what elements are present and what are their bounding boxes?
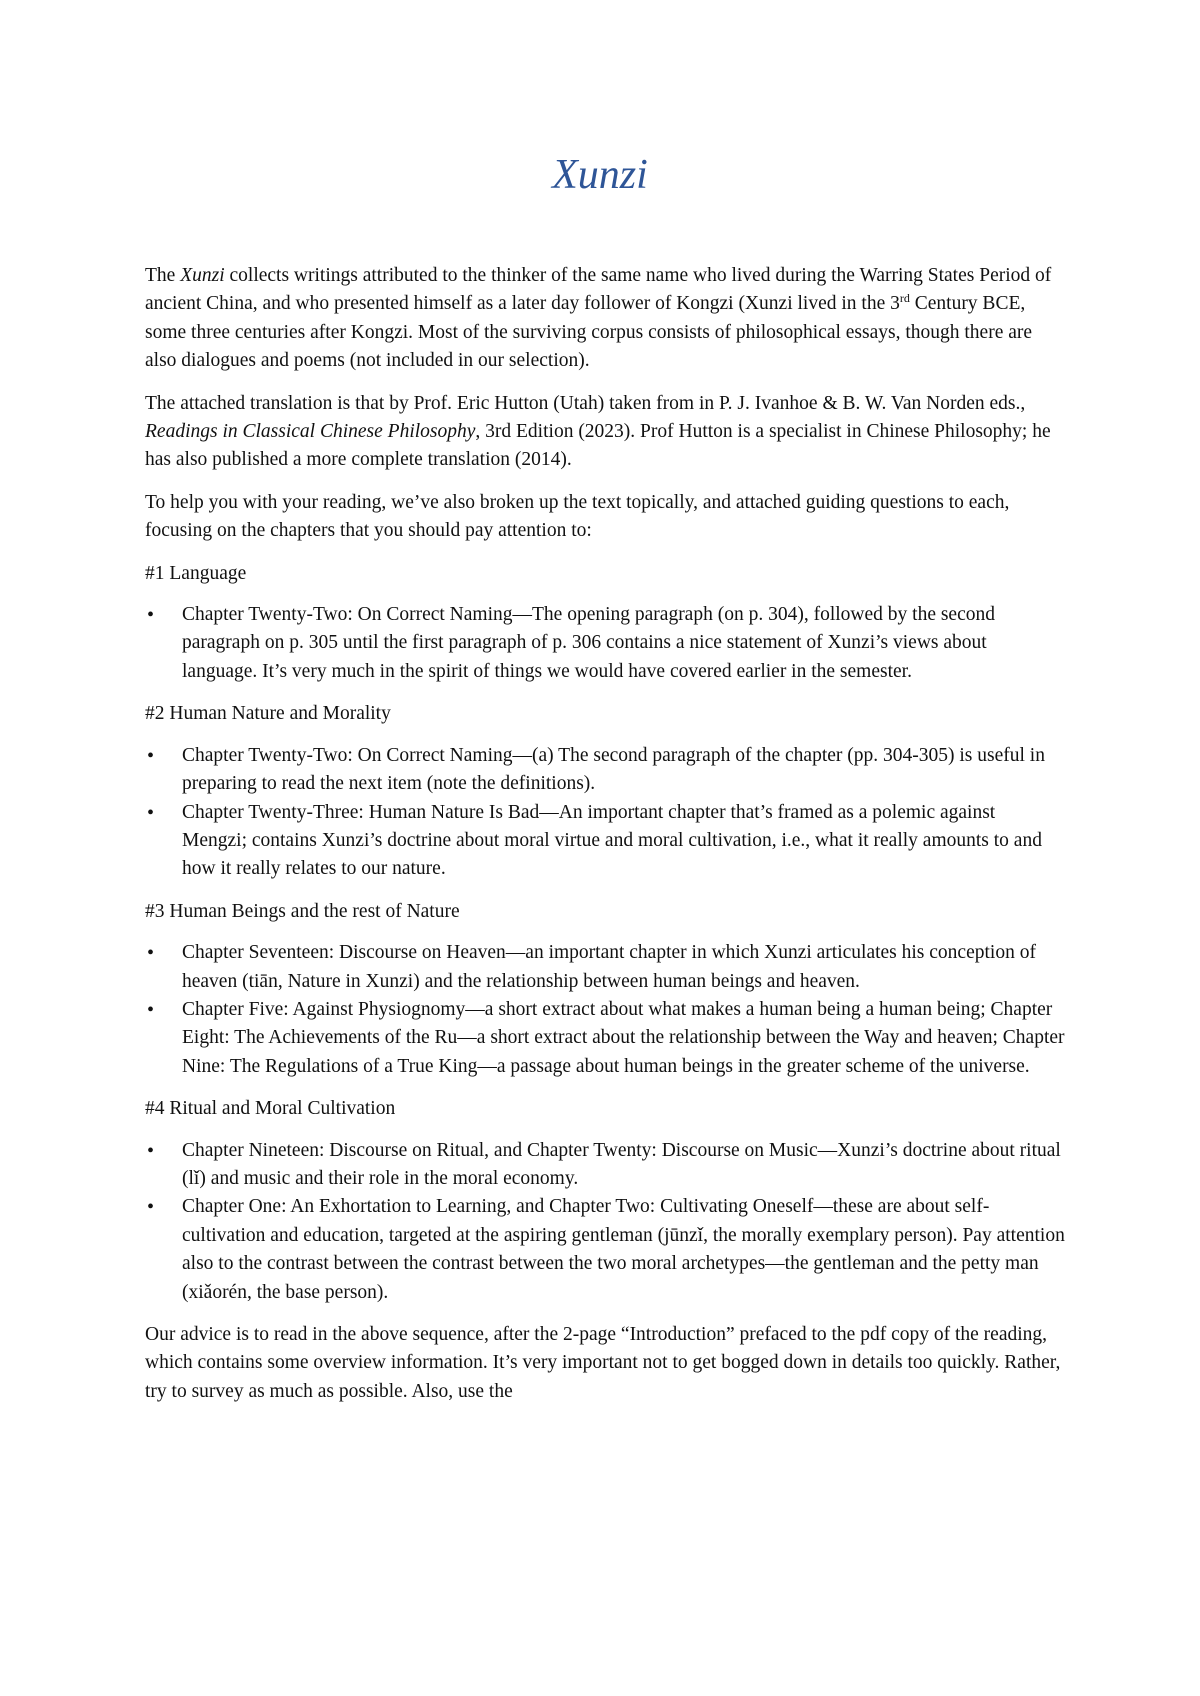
intro-paragraph-1: The Xunzi collects writings attributed to the thinker of the same name who lived during the Warring States Period of ancient China, and who presented himself as a later day follower of Kongzi (Xunzi lived in the 3rd Century BCE, some three centuries after Kongzi. Most of the surviving corpus consists of philosophical essays, though there are also dialogues and poems (not included in our selection). — [145, 265, 1052, 372]
list-item: • Chapter Seventeen: Discourse on Heaven—an important chapter in which Xunzi articulates his conception of heaven (tiān, Nature in Xunzi) and the relationship between human beings and heaven. — [145, 939, 1065, 996]
document-title: Xunzi — [552, 152, 648, 198]
closing-paragraph: Our advice is to read in the above sequence, after the 2-page “Introduction” prefaced to the pdf copy of the reading, which contains some overview information. It’s very important not to get bogged down in details too quickly. Rather, try to survey as much as possible. Also, use the — [145, 1324, 1061, 1402]
list-item: • Chapter One: An Exhortation to Learning, and Chapter Two: Cultivating Oneself—these are about self-cultivation and education, targeted at the aspiring gentleman (jūnzǐ, the morally exemplary person). Pay attention also to the contrast between the contrast between the two moral archetypes—the gentleman and the petty man (xiǎorén, the base person). — [145, 1193, 1065, 1307]
list-item: • Chapter Twenty-Two: On Correct Naming—(a) The second paragraph of the chapter (pp. 304-305) is useful in preparing to read the next item (note the definitions). — [145, 742, 1065, 799]
section-list-human-nature — [145, 742, 1065, 884]
section-heading-human-nature: #2 Human Nature and Morality — [145, 703, 391, 725]
intro-paragraph-3: To help you with your reading, we’ve also broken up the text topically, and attached guiding questions to each, focusing on the chapters that you should pay attention to: — [145, 491, 1010, 542]
list-item: • Chapter Twenty-Three: Human Nature Is Bad—An important chapter that’s framed as a polemic against Mengzi; contains Xunzi’s doctrine about moral virtue and moral cultivation, i.e., what it really amounts to and how it really relates to our nature. — [145, 799, 1065, 884]
document-body — [145, 262, 1065, 1420]
list-item: • Chapter Nineteen: Discourse on Ritual, and Chapter Twenty: Discourse on Music—Xunzi’s doctrine about ritual (lǐ) and music and their role in the moral economy. — [145, 1137, 1065, 1194]
list-item: • Chapter Twenty-Two: On Correct Naming—The opening paragraph (on p. 304), followed by the second paragraph on p. 305 until the first paragraph of p. 306 contains a nice statement of Xunzi’s views about language. It’s very much in the spirit of things we would have covered earlier in the semester. — [145, 601, 1065, 686]
section-heading-language: #1 Language — [145, 562, 247, 584]
section-heading-ritual: #4 Ritual and Moral Cultivation — [145, 1098, 396, 1120]
intro-paragraph-2: The attached translation is that by Prof. Eric Hutton (Utah) taken from in P. J. Ivanhoe & B. W. Van Norden eds., Readings in Classical Chinese Philosophy, 3rd Edition (2023). Prof Hutton is a specialist in Chinese Philosophy; he has also published a more complete translation (2014). — [145, 392, 1051, 471]
section-list-language — [145, 601, 1065, 686]
section-list-nature — [145, 939, 1065, 1081]
section-list-ritual — [145, 1137, 1065, 1307]
section-heading-nature: #3 Human Beings and the rest of Nature — [145, 900, 460, 922]
list-item: • Chapter Five: Against Physiognomy—a short extract about what makes a human being a human being; Chapter Eight: The Achievements of the Ru—a short extract about the relationship between the Way and heaven; Chapter Nine: The Regulations of a True King—a passage about human beings in the greater scheme of the universe. — [145, 996, 1065, 1081]
